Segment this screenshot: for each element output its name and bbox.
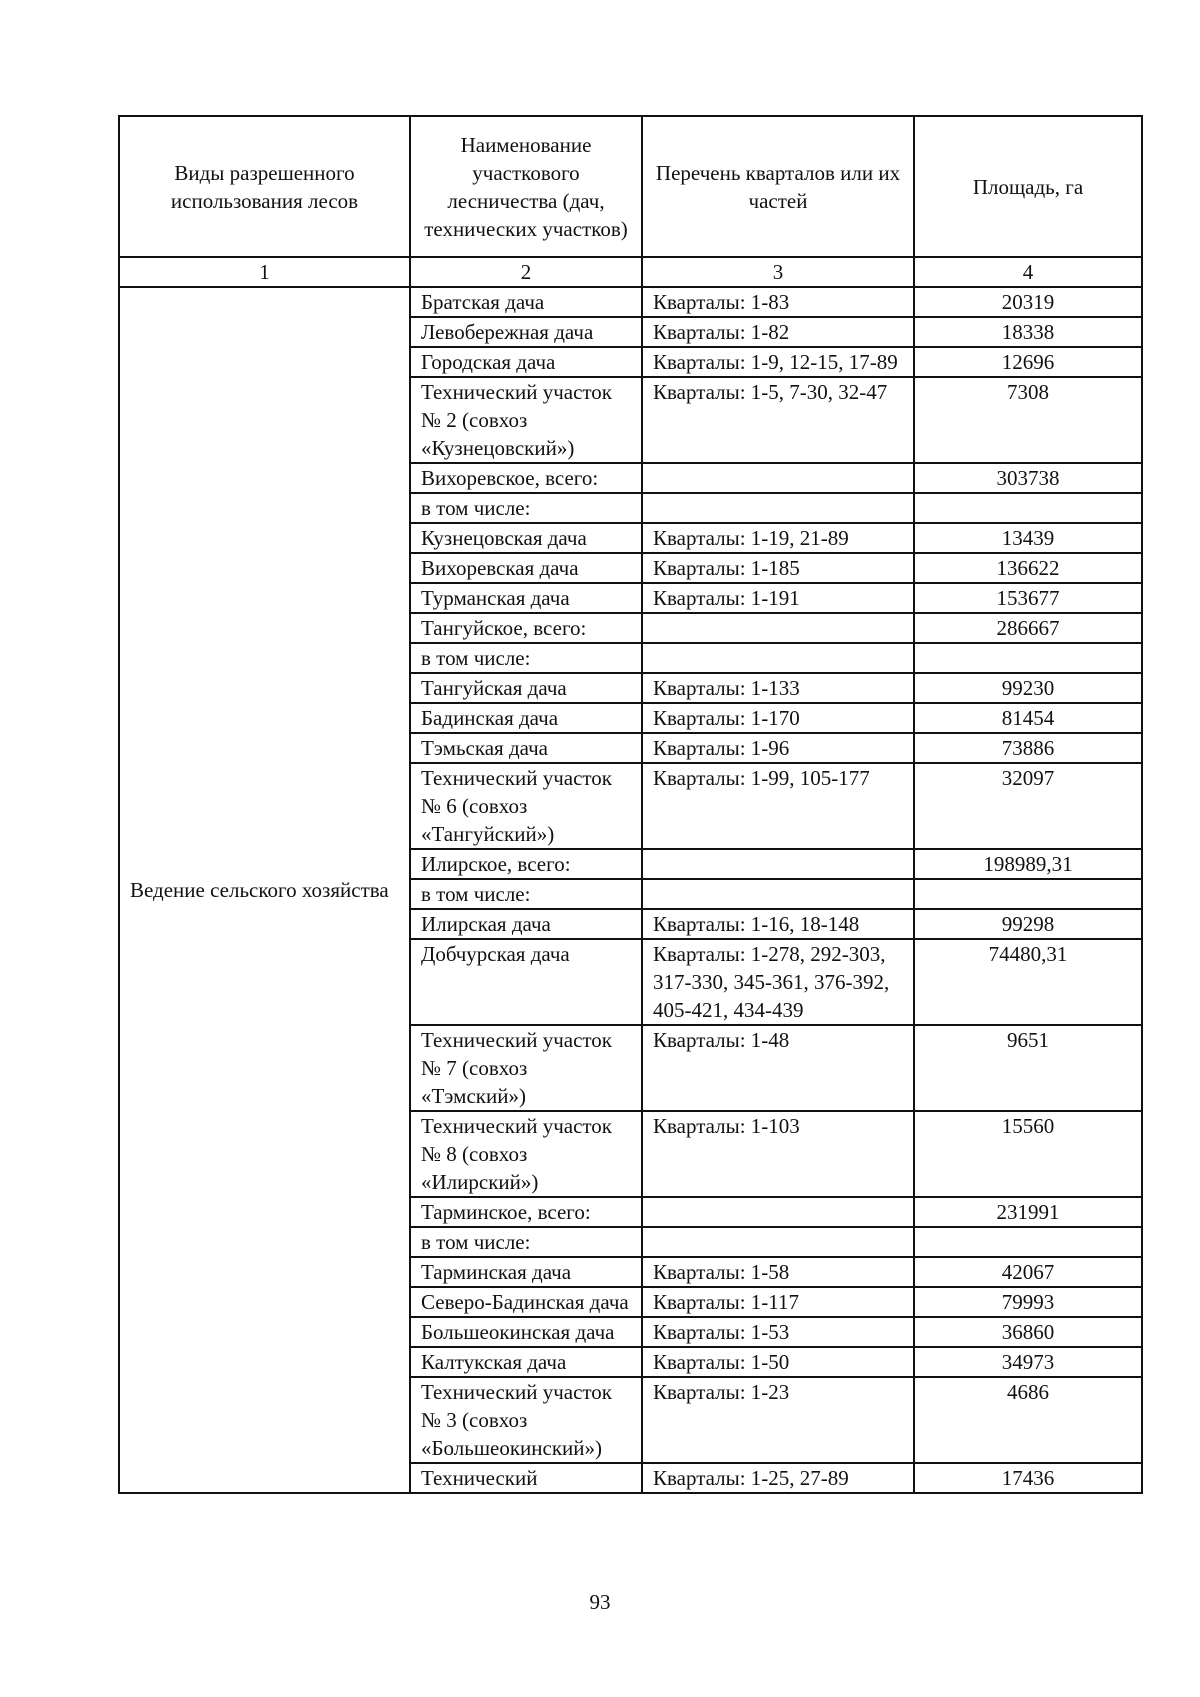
- table-body: [119, 287, 1142, 1493]
- header-forestry-name: Наименование участкового лесничества (дач, технических участков): [410, 116, 642, 257]
- forestry-name-cell: Технический участок № 3 (совхоз «Большеокинский»): [410, 1377, 642, 1463]
- column-number: 2: [410, 257, 642, 287]
- quarters-cell: [642, 879, 914, 909]
- forestry-name-cell: Вихоревское, всего:: [410, 463, 642, 493]
- quarters-cell: Кварталы: 1-53: [642, 1317, 914, 1347]
- quarters-cell: Кварталы: 1-185: [642, 553, 914, 583]
- area-cell: 73886: [914, 733, 1142, 763]
- area-cell: 99230: [914, 673, 1142, 703]
- forestry-name-cell: Тарминское, всего:: [410, 1197, 642, 1227]
- area-cell: 99298: [914, 909, 1142, 939]
- area-cell: 18338: [914, 317, 1142, 347]
- forestry-name-cell: Тэмьская дача: [410, 733, 642, 763]
- quarters-cell: Кварталы: 1-5, 7-30, 32-47: [642, 377, 914, 463]
- area-cell: 231991: [914, 1197, 1142, 1227]
- forestry-name-cell: Технический участок № 2 (совхоз «Кузнецовский»): [410, 377, 642, 463]
- column-number: 3: [642, 257, 914, 287]
- quarters-cell: Кварталы: 1-278, 292-303, 317-330, 345-361, 376-392, 405-421, 434-439: [642, 939, 914, 1025]
- forestry-name-cell: Тангуйское, всего:: [410, 613, 642, 643]
- forestry-name-cell: Калтукская дача: [410, 1347, 642, 1377]
- area-cell: 303738: [914, 463, 1142, 493]
- forestry-name-cell: Братская дача: [410, 287, 642, 317]
- quarters-cell: [642, 643, 914, 673]
- forestry-name-cell: Большеокинская дача: [410, 1317, 642, 1347]
- forestry-name-cell: Технический: [410, 1463, 642, 1493]
- quarters-cell: Кварталы: 1-191: [642, 583, 914, 613]
- forestry-name-cell: Тарминская дача: [410, 1257, 642, 1287]
- forestry-name-cell: Тангуйская дача: [410, 673, 642, 703]
- forestry-name-cell: Добчурская дача: [410, 939, 642, 1025]
- quarters-cell: Кварталы: 1-83: [642, 287, 914, 317]
- forestry-name-cell: Технический участок № 7 (совхоз «Тэмский»): [410, 1025, 642, 1111]
- area-cell: 74480,31: [914, 939, 1142, 1025]
- area-cell: 32097: [914, 763, 1142, 849]
- column-number-row: [119, 257, 1142, 287]
- column-number: 1: [119, 257, 410, 287]
- area-cell: [914, 493, 1142, 523]
- area-cell: [914, 1227, 1142, 1257]
- forestry-name-cell: Северо-Бадинская дача: [410, 1287, 642, 1317]
- table-row: [119, 287, 1142, 317]
- forestry-name-cell: Вихоревская дача: [410, 553, 642, 583]
- quarters-cell: Кварталы: 1-133: [642, 673, 914, 703]
- quarters-cell: [642, 493, 914, 523]
- quarters-cell: Кварталы: 1-82: [642, 317, 914, 347]
- forestry-name-cell: Турманская дача: [410, 583, 642, 613]
- quarters-cell: Кварталы: 1-96: [642, 733, 914, 763]
- area-cell: [914, 643, 1142, 673]
- quarters-cell: Кварталы: 1-117: [642, 1287, 914, 1317]
- quarters-cell: [642, 613, 914, 643]
- area-cell: 198989,31: [914, 849, 1142, 879]
- forestry-name-cell: в том числе:: [410, 1227, 642, 1257]
- area-cell: 42067: [914, 1257, 1142, 1287]
- area-cell: 12696: [914, 347, 1142, 377]
- forestry-name-cell: Технический участок № 6 (совхоз «Тангуйский»): [410, 763, 642, 849]
- quarters-cell: [642, 849, 914, 879]
- column-number: 4: [914, 257, 1142, 287]
- area-cell: 153677: [914, 583, 1142, 613]
- quarters-cell: Кварталы: 1-9, 12-15, 17-89: [642, 347, 914, 377]
- quarters-cell: Кварталы: 1-23: [642, 1377, 914, 1463]
- area-cell: 9651: [914, 1025, 1142, 1111]
- header-area: Площадь, га: [914, 116, 1142, 257]
- area-cell: 20319: [914, 287, 1142, 317]
- page-number: 93: [589, 1590, 611, 1614]
- area-cell: 286667: [914, 613, 1142, 643]
- header-quarters: Перечень кварталов или их частей: [642, 116, 914, 257]
- forestry-name-cell: Кузнецовская дача: [410, 523, 642, 553]
- quarters-cell: Кварталы: 1-170: [642, 703, 914, 733]
- forestry-name-cell: в том числе:: [410, 643, 642, 673]
- quarters-cell: [642, 463, 914, 493]
- area-cell: 79993: [914, 1287, 1142, 1317]
- forestry-name-cell: Городская дача: [410, 347, 642, 377]
- quarters-cell: Кварталы: 1-19, 21-89: [642, 523, 914, 553]
- area-cell: 136622: [914, 553, 1142, 583]
- quarters-cell: [642, 1227, 914, 1257]
- area-cell: [914, 879, 1142, 909]
- use-type-cell: Ведение сельского хозяйства: [119, 287, 410, 1493]
- forestry-name-cell: Илирское, всего:: [410, 849, 642, 879]
- forest-use-table: [118, 115, 1143, 1494]
- area-cell: 13439: [914, 523, 1142, 553]
- area-cell: 17436: [914, 1463, 1142, 1493]
- forestry-name-cell: Технический участок № 8 (совхоз «Илирский»): [410, 1111, 642, 1197]
- quarters-cell: Кварталы: 1-48: [642, 1025, 914, 1111]
- quarters-cell: Кварталы: 1-25, 27-89: [642, 1463, 914, 1493]
- forestry-name-cell: Бадинская дача: [410, 703, 642, 733]
- forestry-name-cell: в том числе:: [410, 493, 642, 523]
- area-cell: 7308: [914, 377, 1142, 463]
- area-cell: 36860: [914, 1317, 1142, 1347]
- forestry-name-cell: Левобережная дача: [410, 317, 642, 347]
- quarters-cell: Кварталы: 1-58: [642, 1257, 914, 1287]
- area-cell: 4686: [914, 1377, 1142, 1463]
- area-cell: 34973: [914, 1347, 1142, 1377]
- forestry-name-cell: Илирская дача: [410, 909, 642, 939]
- quarters-cell: [642, 1197, 914, 1227]
- quarters-cell: Кварталы: 1-16, 18-148: [642, 909, 914, 939]
- table-header-row: [119, 116, 1142, 257]
- forestry-name-cell: в том числе:: [410, 879, 642, 909]
- quarters-cell: Кварталы: 1-103: [642, 1111, 914, 1197]
- quarters-cell: Кварталы: 1-50: [642, 1347, 914, 1377]
- quarters-cell: Кварталы: 1-99, 105-177: [642, 763, 914, 849]
- header-use-type: Виды разрешенного использования лесов: [119, 116, 410, 257]
- area-cell: 15560: [914, 1111, 1142, 1197]
- area-cell: 81454: [914, 703, 1142, 733]
